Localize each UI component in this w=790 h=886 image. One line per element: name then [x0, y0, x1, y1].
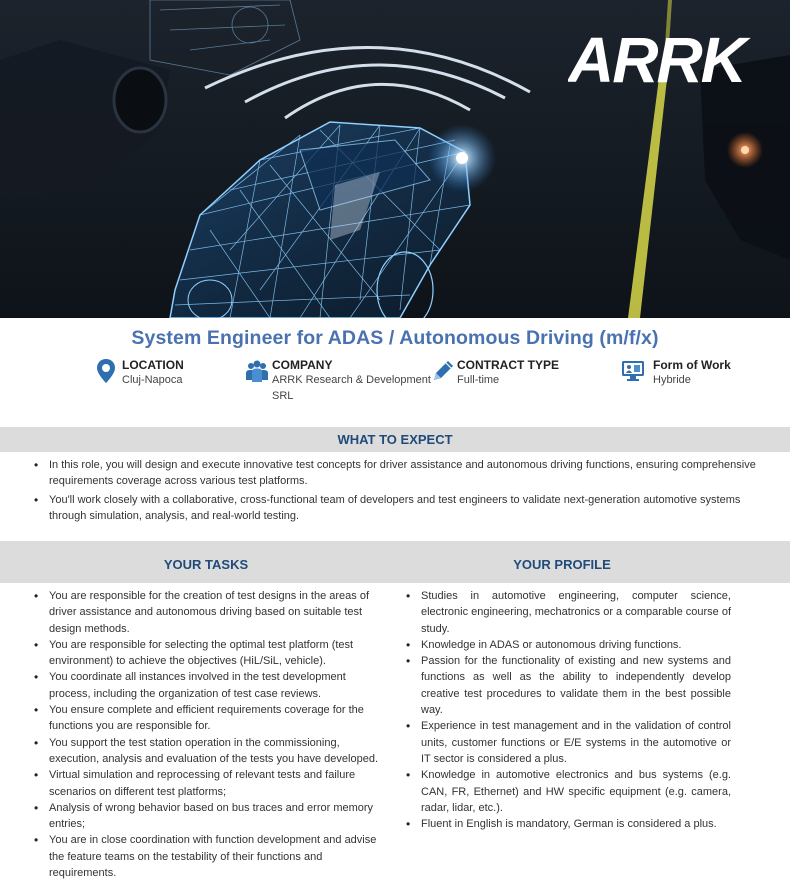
- form-of-work-value: Hybride: [653, 374, 691, 386]
- list-item: • You'll work closely with a collaborative, cross-functional team of developers and test engineers to validate next-generation automotive systems through simulation, analysis, and real-world testing.: [34, 492, 764, 525]
- tasks-heading: YOUR TASKS: [163, 557, 249, 572]
- form-of-work-label: Form of Work: [653, 358, 731, 372]
- list-item: • Passion for the functionality of existing and new systems and functions as well as the ability to independently develop creative test procedures to validate them in the best possible way.: [406, 653, 731, 718]
- tasks-list: [34, 588, 380, 881]
- location-label: LOCATION: [122, 358, 184, 372]
- hero-image: [0, 0, 790, 318]
- list-item: • You coordinate all instances involved in the test development process, including the organization of test case reviews.: [34, 669, 380, 702]
- list-item: • You support the test station operation in the commissioning, execution, analysis and evaluation of the tests you have developed.: [34, 735, 380, 768]
- expect-header-bar: [0, 427, 790, 452]
- list-item: • You are in close coordination with function development and advise the feature teams on the testability of their functions and requirements.: [34, 832, 380, 881]
- list-item: • Analysis of wrong behavior based on bus traces and error memory entries;: [34, 800, 380, 833]
- list-item: • Knowledge in ADAS or autonomous driving functions.: [406, 637, 731, 653]
- company-value: ARRK Research & Development SRL: [272, 374, 431, 402]
- profile-heading: YOUR PROFILE: [513, 557, 611, 572]
- expect-list: [34, 457, 764, 524]
- contract-label: CONTRACT TYPE: [457, 358, 559, 372]
- list-item: • In this role, you will design and execute innovative test concepts for driver assistance and autonomous driving functions, ensuring comprehensive requirements coverage across various test platforms.: [34, 457, 764, 490]
- list-item: • You are responsible for the creation of test designs in the areas of driver assistance and autonomous driving based on suitable test design methods.: [34, 588, 380, 637]
- monitor-icon: [620, 358, 646, 384]
- list-item: • Experience in test management and in the validation of control units, customer functions or E/E systems in the automotive or IT sector is considered a plus.: [406, 718, 731, 767]
- profile-list: [406, 588, 731, 832]
- list-item: • You ensure complete and efficient requirements coverage for the functions you are responsible for.: [34, 702, 380, 735]
- list-item: • Fluent in English is mandatory, German is considered a plus.: [406, 816, 731, 832]
- list-item: • Studies in automotive engineering, computer science, electronic engineering, mechatronics or a comparable course of study.: [406, 588, 731, 637]
- page-title: System Engineer for ADAS / Autonomous Driving (m/f/x): [131, 327, 659, 349]
- location-value: Cluj-Napoca: [122, 374, 183, 386]
- list-item: • Knowledge in automotive electronics and bus systems (e.g. CAN, FR, Ethernet) and HW specific equipment (e.g. camera, radar, lidar, etc.).: [406, 767, 731, 816]
- company-label: COMPANY: [272, 358, 333, 372]
- list-item: • Virtual simulation and reprocessing of relevant tests and failure scenarios on different test platforms;: [34, 767, 380, 800]
- tasks-profile-header-bar: [0, 541, 790, 583]
- logo-text: ARRK: [568, 30, 745, 88]
- arrk-logo: [568, 30, 768, 88]
- people-group-icon: [244, 358, 270, 384]
- location-pin-icon: [94, 358, 120, 384]
- job-info-row: [0, 356, 790, 406]
- list-item: • You are responsible for selecting the optimal test platform (test environment) to achieve the objectives (HiL/SiL, vehicle).: [34, 637, 380, 670]
- expect-heading: WHAT TO EXPECT: [337, 432, 453, 447]
- pencil-icon: [430, 358, 456, 384]
- contract-value: Full-time: [457, 374, 500, 386]
